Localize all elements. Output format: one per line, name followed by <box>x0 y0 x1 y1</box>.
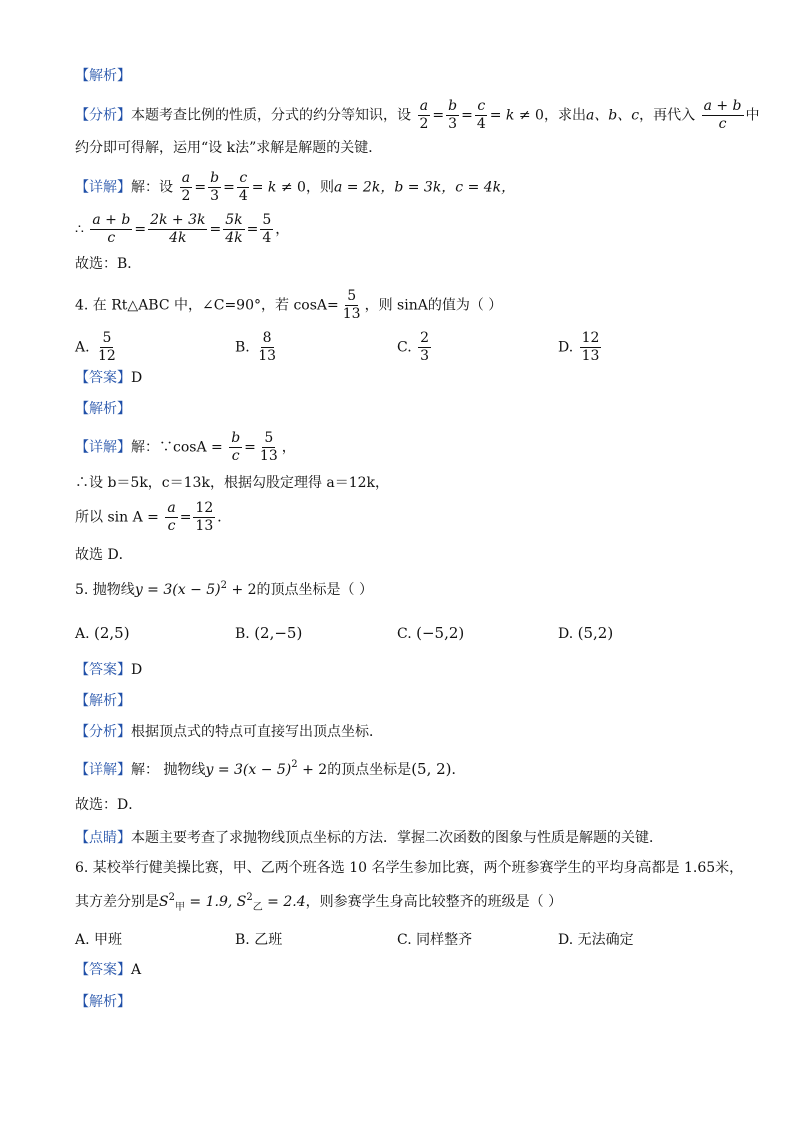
q5-dianjing <box>75 828 663 848</box>
q4-answer-value: D <box>131 370 143 386</box>
q4-xiangjie-text1: 解：∵cosA = <box>131 439 223 456</box>
q3-xiangjie-line1: 【详解】解：设 $\frac{a}{2}$ = $\frac{b}{3}$ = $\frac{c}{4}$ = k ≠ 0，则a = 2k，b = 3k，c = 4k， <box>75 170 516 204</box>
q5-stem-formula: y = 3(x − 5) <box>134 582 221 598</box>
q4-stem-text2: ，则 sinA的值为（ ） <box>364 297 503 314</box>
q5-option-c: C. (−5,2) <box>397 624 465 642</box>
q5-answer-heading: 【答案】 <box>75 662 131 678</box>
q5-stem-text1: 5. 抛物线 <box>75 582 135 598</box>
q4-stem-frac-den: 13 <box>342 306 361 322</box>
q5-option-a: A. (2,5) <box>75 624 130 642</box>
q3-fenxi-text2: ，求出 <box>543 107 586 124</box>
q5-guxuan: 故选：D． <box>75 797 143 813</box>
q6-option-d: D. 无法确定 <box>558 932 634 948</box>
q5-fenxi-text: 根据顶点式的特点可直接写出顶点坐标． <box>131 724 383 740</box>
q5-stem: 5. 抛物线$y = 3(x - 5)^2 + 2$的顶点坐标是（ ） <box>75 580 373 598</box>
q6-stem2-pre: 其方差分别是 <box>75 894 159 910</box>
q6-jiexi-heading: 【解析】 <box>75 994 131 1010</box>
q3-xiangjie-text1: 解：设 <box>131 179 173 196</box>
q5-option-b: B. (2,−5) <box>235 624 303 642</box>
q5-stem-text2: 的顶点坐标是（ ） <box>256 582 373 598</box>
q4-answer <box>75 368 142 388</box>
q5-answer-value: D <box>131 662 143 678</box>
q3-xiangjie-line2: ∴ $\frac{a + b}{c}$ = $\frac{2k + 3k}{4k}$ = $\frac{5k}{4k}$ = $\frac{5}{4}$ ， <box>75 212 290 246</box>
q5-xiangjie-formula: y = 3(x − 5) <box>205 762 292 778</box>
q4-xiangjie-line2: ∴设 b＝5k，c＝13k，根据勾股定理得 a＝12k， <box>75 475 390 491</box>
q5-option-d: D. (5,2) <box>558 624 614 642</box>
q4-stem-frac-num: 5 <box>347 288 357 304</box>
q3-guxuan: 故选：B． <box>75 256 142 272</box>
q6-stem-line2 <box>75 892 562 918</box>
q5-stem-plus: + 2 <box>227 582 257 598</box>
q5-xiangjie-text2: 的顶点坐标是 <box>327 762 412 778</box>
q3-fenxi-line2: 约分即可得解，运用“设 k法”求解是解题的关键． <box>75 140 383 156</box>
q6-option-a: A. 甲班 <box>75 932 123 948</box>
q6-answer <box>75 960 141 980</box>
q4-jiexi-heading: 【解析】 <box>75 401 131 417</box>
q3-fenxi-text4: 中 <box>745 107 760 124</box>
q3-fenxi-heading: 【分析】 <box>75 107 131 124</box>
q5-fenxi <box>75 722 383 742</box>
q3-jiexi-heading: 【解析】 <box>75 68 131 84</box>
q5-xiangjie-value: (5, 2) <box>411 760 452 778</box>
q6-answer-value: A <box>131 962 142 978</box>
q4-xiangjie-line1: 【详解】解：∵cosA = $\frac{b}{c}$ = $\frac{5}{13}$ ， <box>75 430 296 464</box>
q5-xiangjie-plus: + 2 <box>297 762 328 778</box>
q4-stem-text1: 4. 在 Rt△ABC 中，∠C=90°，若 cosA= <box>75 297 339 314</box>
q3-fenxi-text3: ，再代入 <box>639 107 696 124</box>
q5-jiexi-heading: 【解析】 <box>75 693 131 709</box>
q3-fenxi-line1: 【分析】本题考查比例的性质，分式的约分等知识，设 $\frac{a}{2}$ = $\frac{b}{3}$ = $\frac{c}{4}$ = k ≠ 0，求出a、b、c，再代入 $\frac{a + b}{c}$ 中 <box>75 98 760 132</box>
q4-line3-text: 所以 sin A = <box>75 509 159 526</box>
q4-option-d: D. $\frac{12}{13}$ <box>558 330 600 364</box>
q5-xiangjie: 【详解】解： 抛物线$y = 3(x - 5)^2 + 2$的顶点坐标是(5, 2)． <box>75 759 466 778</box>
q6-option-c: C. 同样整齐 <box>397 932 473 948</box>
q6-variance-formula: $S^2_甲 = 1.9$, $S^2_乙 = 2.4$ <box>159 892 306 913</box>
q6-stem2-post: ，则参赛学生身高比较整齐的班级是（ ） <box>305 894 563 910</box>
q3-xiangjie-then: ，则 <box>305 179 334 196</box>
q6-option-b: B. 乙班 <box>235 932 283 948</box>
q3-xiangjie-values: a = 2k，b = 3k，c = 4k， <box>333 179 516 196</box>
q6-stem-line1: 6. 某校举行健美操比赛，甲、乙两个班各选 10 名学生参加比赛，两个班参赛学生的平均身高都是 1.65米， <box>75 860 744 876</box>
q4-xiangjie-line3: 所以 sin A = $\frac{a}{c}$ = $\frac{12}{13}$ ． <box>75 500 232 534</box>
q5-dianjing-text: 本题主要考查了求抛物线顶点坐标的方法．掌握二次函数的图象与性质是解题的关键． <box>131 830 663 846</box>
q3-fenxi-vars: a、b、c <box>585 107 640 124</box>
q3-xiangjie-heading: 【详解】 <box>75 179 131 196</box>
q6-answer-heading: 【答案】 <box>75 962 131 978</box>
q5-xiangjie-text1: 解： 抛物线 <box>131 762 206 778</box>
q5-xiangjie-heading: 【详解】 <box>75 762 131 778</box>
q5-answer <box>75 660 142 680</box>
therefore-symbol: ∴ <box>75 221 84 238</box>
q5-dianjing-heading: 【点睛】 <box>75 830 131 846</box>
q4-stem <box>75 288 502 323</box>
q3-fenxi-text1: 本题考查比例的性质，分式的约分等知识，设 <box>131 107 411 124</box>
q4-option-c: C. $\frac{2}{3}$ <box>397 330 430 364</box>
q4-xiangjie-heading: 【详解】 <box>75 439 131 456</box>
q4-option-b: B. $\frac{8}{13}$ <box>235 330 277 364</box>
q4-answer-heading: 【答案】 <box>75 370 131 386</box>
q4-guxuan: 故选 D． <box>75 547 133 563</box>
q4-option-a: A. $\frac{5}{12}$ <box>75 330 116 364</box>
q5-fenxi-heading: 【分析】 <box>75 724 131 740</box>
